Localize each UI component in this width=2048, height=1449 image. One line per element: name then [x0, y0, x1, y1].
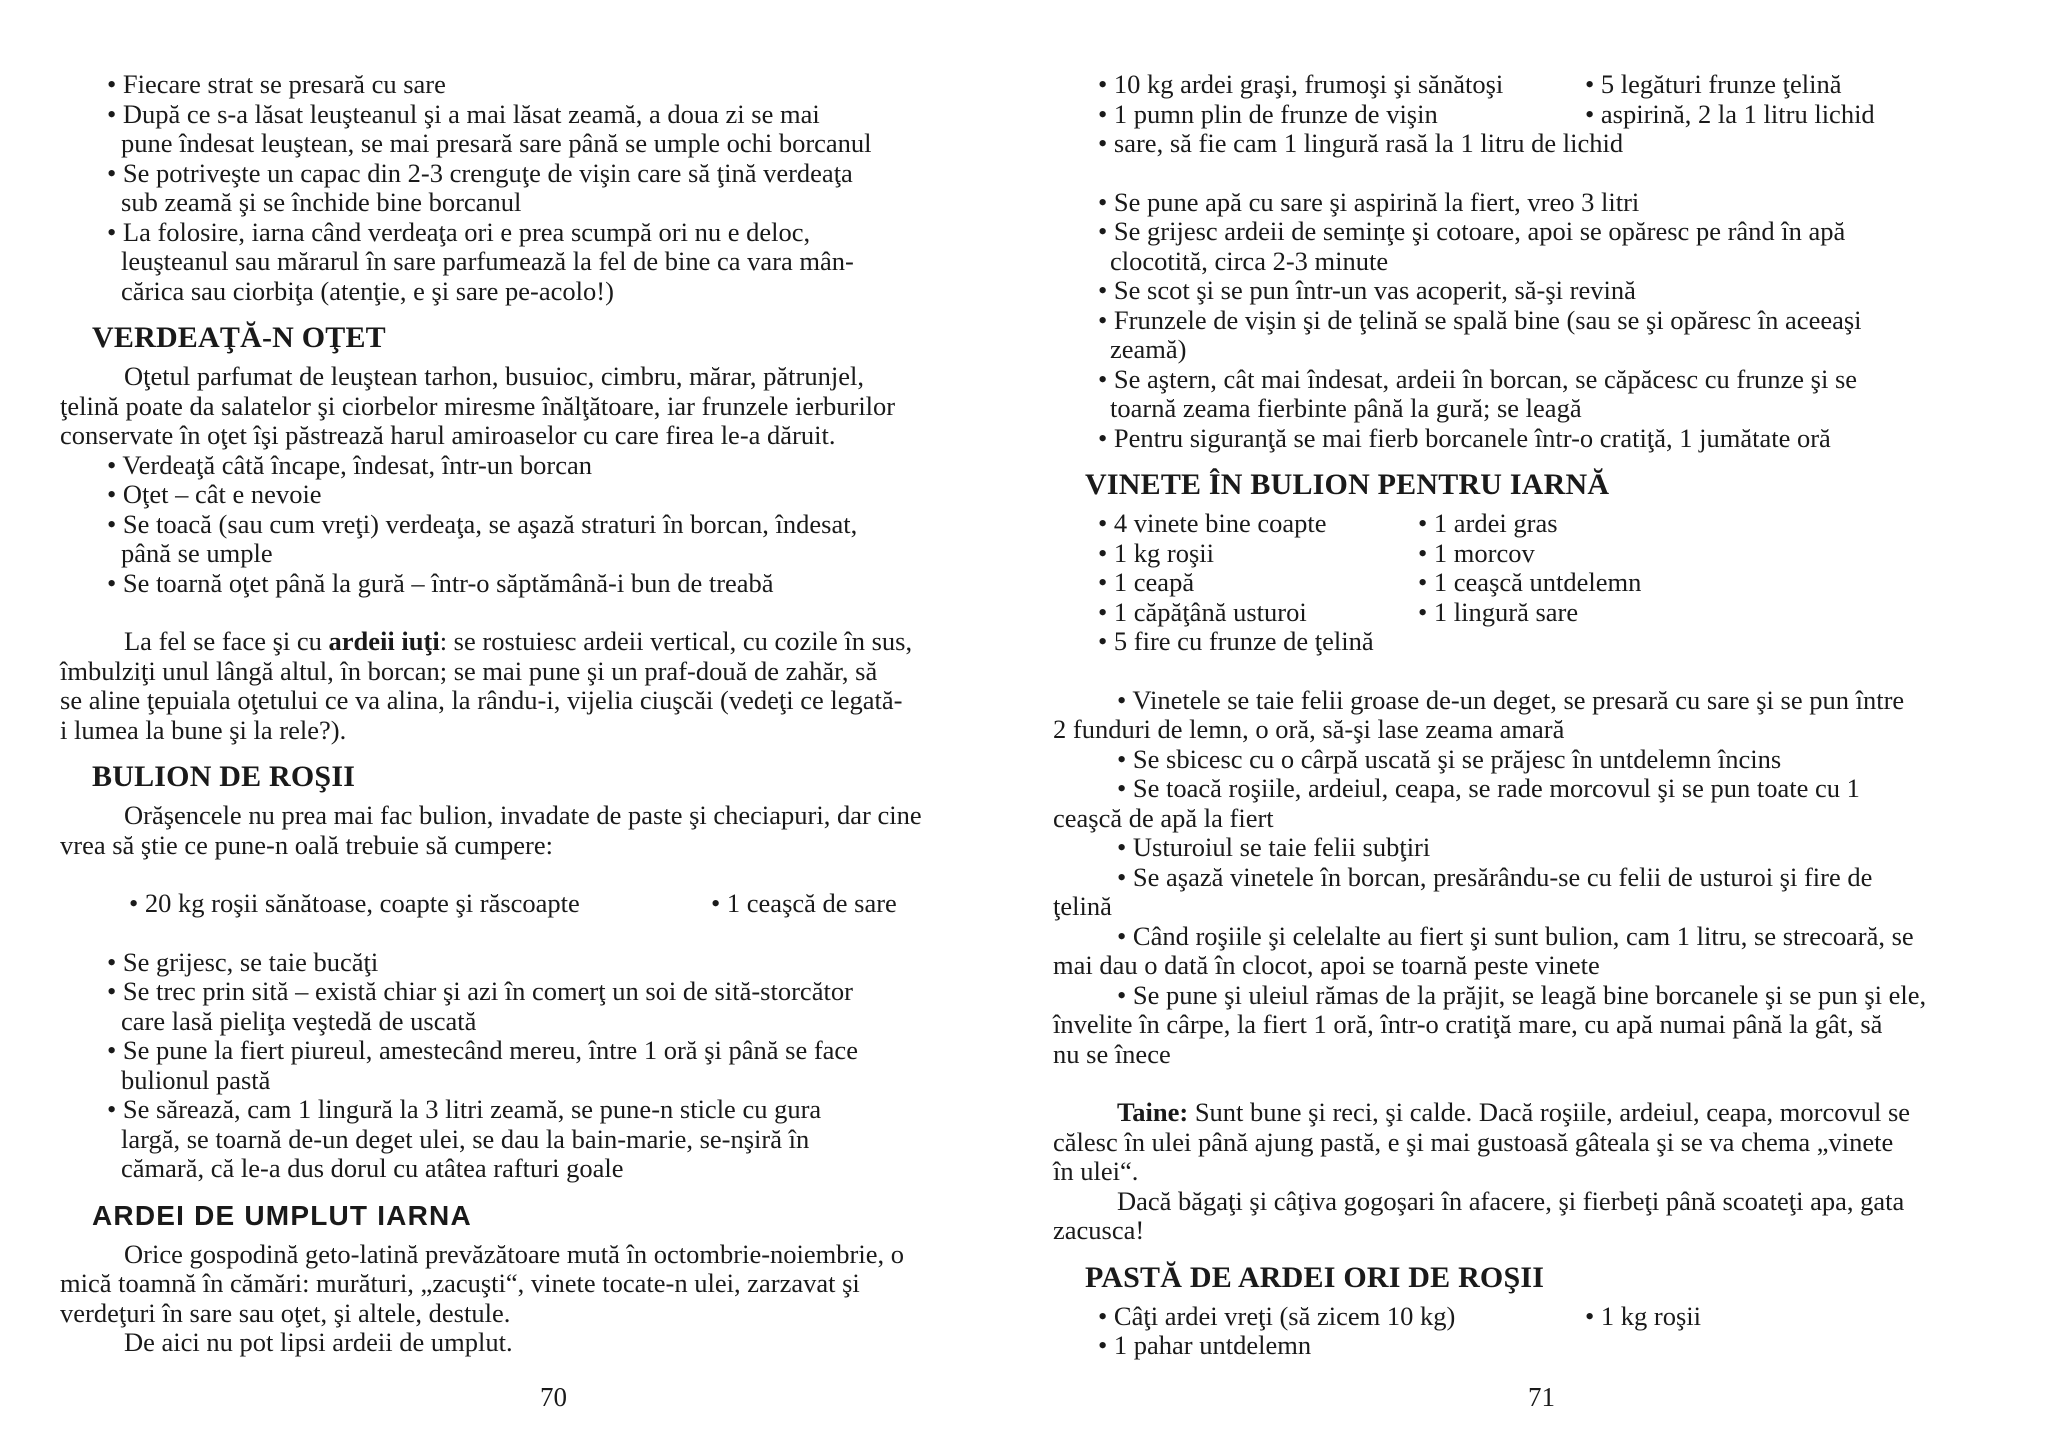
- verdeata-bullets: [92, 451, 985, 599]
- section-title-vinete: VINETE ÎN BULION PENTRU IARNĂ: [1085, 468, 1610, 501]
- list-item: • Se pune la fiert piureul, amestecând mereu, între 1 oră şi până se face bulionul pastă: [107, 1035, 858, 1095]
- list-item: • După ce s-a lăsat leuşteanul şi a mai lăsat zeamă, a doua zi se mai pune îndesat leuştean, se mai presară sare până se umple ochi borcanul: [107, 98, 872, 158]
- list-item: • La folosire, iarna când verdeaţa ori e prea scumpă ori nu e deloc, leuşteanul sau mărarul în sare parfumează la fel de bine ca vara mân- cărica sau ciorbiţa (atenţie, e şi sare pe-acolo!): [107, 216, 854, 306]
- list-item: • Se potriveşte un capac din 2-3 crenguţe de vişin care să ţină verdeaţa sub zeamă şi se închide bine borcanul: [107, 157, 853, 217]
- bulion-ingredients: [92, 889, 985, 919]
- paragraph: Orăşencele nu prea mai fac bulion, invadate de paste şi checiapuri, dar cine vrea să ştie ce pune-n oală trebuie să cumpere:: [60, 800, 922, 860]
- list-item: • aspirină, 2 la 1 litru lichid: [1585, 98, 1875, 129]
- page-number-left: 70: [540, 1382, 567, 1412]
- list-item: • 1 lingură sare: [1418, 596, 1579, 627]
- list-item: • Se toacă roşiile, ardeiul, ceapa, se rade morcovul şi se pun toate cu 1 ceaşcă de apă la fiert: [1053, 773, 1860, 833]
- paragraph: Oţetul parfumat de leuştean tarhon, busuioc, cimbru, mărar, pătrunjel, ţelină poate da salatelor şi ciorbelor miresme înălţătoare, iar frunzele ierburilor conservate în oţet îşi păstrează harul amiroaselor cu care firea le-a dăruit.: [60, 361, 896, 450]
- list-item: • Usturoiul se taie felii subţiri: [1117, 832, 1431, 862]
- list-item: • Se grijesc, se taie bucăţi: [107, 946, 379, 977]
- list-item: • 5 legături frunze ţelină: [1585, 69, 1842, 99]
- ardei-ingredients: [1085, 70, 1985, 159]
- list-item: • Frunzele de vişin şi de ţelină se spală bine (sau se şi opăresc în aceeaşi zeamă): [1098, 304, 1862, 364]
- list-item: • Se sărează, cam 1 lingură la 3 litri zeamă, se pune-n sticle cu gura largă, se toarnă de-un deget ulei, se dau la bain-marie, se-nşiră în cămară, că le-a dus dorul cu atâtea rafturi goale: [107, 1094, 822, 1183]
- list-item: • Se aştern, cât mai îndesat, ardeii în borcan, se căpăcesc cu frunze şi se toarnă zeama fierbinte până la gură; se leagă: [1098, 363, 1858, 423]
- paragraph: Orice gospodină geto-latină prevăzătoare mută în octombrie-noiembrie, o mică toamnă în cămări: murături, „zacuşti“, vinete tocate-n ulei, zarzavat şi verdeţuri în sare sau oţet, şi altele, destule.: [60, 1238, 904, 1328]
- list-item: • Se pune apă cu sare şi aspirină la fiert, vreo 3 litri: [1098, 186, 1640, 217]
- list-item: • Se scot şi se pun într-un vas acoperit, să-şi revină: [1098, 275, 1636, 305]
- list-item: • Vinetele se taie felii groase de-un deget, se presară cu sare şi se pun între 2 funduri de lemn, o oră, să-şi lase zeama amară: [1053, 684, 1905, 744]
- bulion-steps: [92, 948, 985, 1184]
- ingredients-col-right: [1585, 1302, 1701, 1361]
- paragraph-ardei-iuti: La fel se face şi cu ardeii iuţi: se rostuiesc ardeii vertical, cu cozile în sus, îmbulziţi unul lângă altul, în borcan; se mai pune şi un praf-două de zahăr, să se aline ţepuiala oţetului ce va alina, la rându-i, vijelia ciuşcăi (vedeţi ce legată- i lumea la bune şi la rele?).: [60, 626, 913, 745]
- ingredients-col-left: [1085, 69, 1624, 159]
- list-item: • Se pune şi uleiul rămas de la prăjit, se leagă bine borcanele şi se pun şi ele, învelite în cârpe, la fiert 1 oră, într-o cratiţă mare, cu apă numai până la gât, să nu se înece: [1053, 979, 1927, 1069]
- list-item: • 1 morcov: [1418, 537, 1535, 568]
- taine-label: Taine:: [1117, 1097, 1189, 1127]
- list-item: • 1 pumn plin de frunze de vişin: [1098, 98, 1438, 129]
- list-item: • Se trec prin sită – există chiar şi azi în comerţ un soi de sită-storcător care lasă pieliţa veştedă de uscată: [107, 976, 853, 1036]
- intro-bullets: [92, 70, 985, 306]
- ingredients-col-right: [1585, 70, 1875, 159]
- section-title-pasta: PASTĂ DE ARDEI ORI DE ROŞII: [1085, 1260, 1545, 1294]
- right-page: [1053, 69, 1985, 1361]
- list-item: • 1 kg roşii: [1585, 1300, 1702, 1331]
- list-item: • Fiecare strat se presară cu sare: [107, 69, 446, 99]
- list-item: • Se aşază vinetele în borcan, presărându-se cu felii de usturoi şi fire de ţelină: [1053, 861, 1873, 921]
- section-title-verdeata: VERDEAŢĂ-N OŢET: [92, 321, 386, 354]
- list-item: • 4 vinete bine coapte: [1098, 508, 1327, 538]
- taine-paragraph: Taine: Sunt bune şi reci, şi calde. Dacă roşiile, ardeiul, ceapa, morcovul se călesc în ulei până ajung pastă, e şi mai gustoasă gâteala şi se va chema „vinete în ulei“.: [1053, 1097, 1911, 1186]
- list-item: • Se toacă (sau cum vreţi) verdeaţa, se aşază straturi în borcan, îndesat, până se umple: [107, 508, 858, 568]
- section-title-bulion: BULION DE ROŞII: [92, 760, 356, 793]
- ingredients-col-right: [1418, 509, 1641, 657]
- list-item: • Se grijesc ardeii de seminţe şi cotoare, apoi se opăresc pe rând în apă clocotită, circa 2-3 minute: [1098, 216, 1846, 276]
- list-item: • 10 kg ardei graşi, frumoşi şi sănătoşi: [1098, 69, 1504, 99]
- ingredients-col-left: [1085, 509, 1418, 657]
- list-item: • 20 kg roşii sănătoase, coapte şi răscoapte: [129, 888, 580, 918]
- list-item: • 1 ardei gras: [1418, 508, 1558, 538]
- list-item: • 5 fire cu frunze de ţelină: [1098, 626, 1374, 656]
- pasta-ingredients: [1085, 1302, 1985, 1361]
- list-item: • 1 ceaşcă untdelemn: [1418, 567, 1642, 597]
- list-item: • Pentru siguranţă se mai fierb borcanele într-o cratiţă, 1 jumătate oră: [1098, 422, 1831, 453]
- list-item: • 1 pahar untdelemn: [1098, 1330, 1312, 1360]
- list-item: • 1 căpăţână usturoi: [1098, 596, 1307, 627]
- section-title-ardei-umplut: ARDEI DE UMPLUT IARNA: [92, 1199, 472, 1231]
- list-item: • Verdeaţă câtă încape, îndesat, într-un borcan: [107, 449, 593, 480]
- left-page: [60, 69, 985, 1358]
- list-item: • Când roşiile şi celelalte au fiert şi sunt bulion, cam 1 litru, se strecoară, se mai dau o dată în clocot, apoi se toarnă peste vinete: [1053, 920, 1914, 980]
- list-item: • Se toarnă oţet până la gură – într-o săptămână-i bun de treabă: [107, 567, 774, 598]
- list-item: • 1 ceapă: [1098, 567, 1195, 597]
- bold-term: ardeii iuţi: [328, 626, 440, 656]
- ingredients-col-left: [1085, 1302, 1585, 1361]
- list-item: • Oţet – cât e nevoie: [107, 479, 322, 509]
- paragraph: Dacă băgaţi şi câţiva gogoşari în afacere, şi fierbeţi până scoateţi apa, gata zacusca!: [1053, 1185, 1905, 1245]
- list-item: • sare, să fie cam 1 lingură rasă la 1 litru de lichid: [1098, 128, 1624, 158]
- page-number-right: 71: [1528, 1382, 1555, 1412]
- vinete-steps: [1053, 684, 1985, 1070]
- list-item: • Câţi ardei vreţi (să zicem 10 kg): [1098, 1300, 1456, 1331]
- ardei-steps: [1085, 188, 1985, 454]
- list-item: • 1 ceaşcă de sare: [711, 888, 897, 918]
- list-item: • 1 kg roşii: [1098, 537, 1215, 568]
- vinete-ingredients: [1085, 509, 1985, 657]
- list-item: • Se sbicesc cu o cârpă uscată şi se prăjesc în untdelemn încins: [1117, 743, 1782, 774]
- paragraph: De aici nu pot lipsi ardeii de umplut.: [124, 1327, 513, 1357]
